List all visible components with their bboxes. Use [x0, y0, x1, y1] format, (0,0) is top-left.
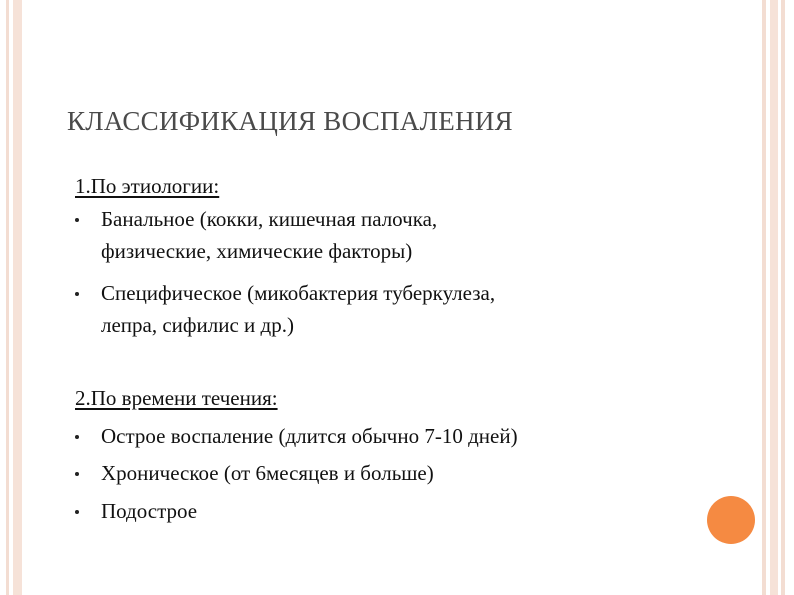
left-border-stripe-inner — [13, 0, 22, 595]
section-heading-course: 2.По времени течения: — [75, 386, 278, 410]
list-item-text: лепра, сифилис и др.) — [101, 313, 294, 337]
bullet-icon — [75, 435, 79, 439]
section-heading-etiology: 1.По этиологии: — [75, 174, 220, 198]
left-border-stripe — [6, 0, 9, 595]
right-border-stripe — [762, 0, 766, 595]
right-border-stripe-wide — [770, 0, 778, 595]
slide-title: КЛАССИФИКАЦИЯ ВОСПАЛЕНИЯ — [67, 106, 513, 136]
bullet-icon — [75, 218, 79, 222]
list-item-text: Подострое — [101, 499, 198, 523]
decorative-circle-icon — [707, 496, 755, 544]
list-item-text: физические, химические факторы) — [101, 239, 413, 263]
list-item-text: Хроническое (от 6месяцев и больше) — [101, 461, 434, 485]
list-item-text: Банальное (кокки, кишечная палочка, — [101, 207, 438, 231]
list-item-text: Специфическое (микобактерия туберкулеза, — [101, 281, 496, 305]
bullet-icon — [75, 472, 79, 476]
right-border-stripe-outer — [781, 0, 785, 595]
bullet-icon — [75, 510, 79, 514]
bullet-icon — [75, 292, 79, 296]
list-item-text: Острое воспаление (длится обычно 7-10 дней) — [101, 424, 518, 448]
